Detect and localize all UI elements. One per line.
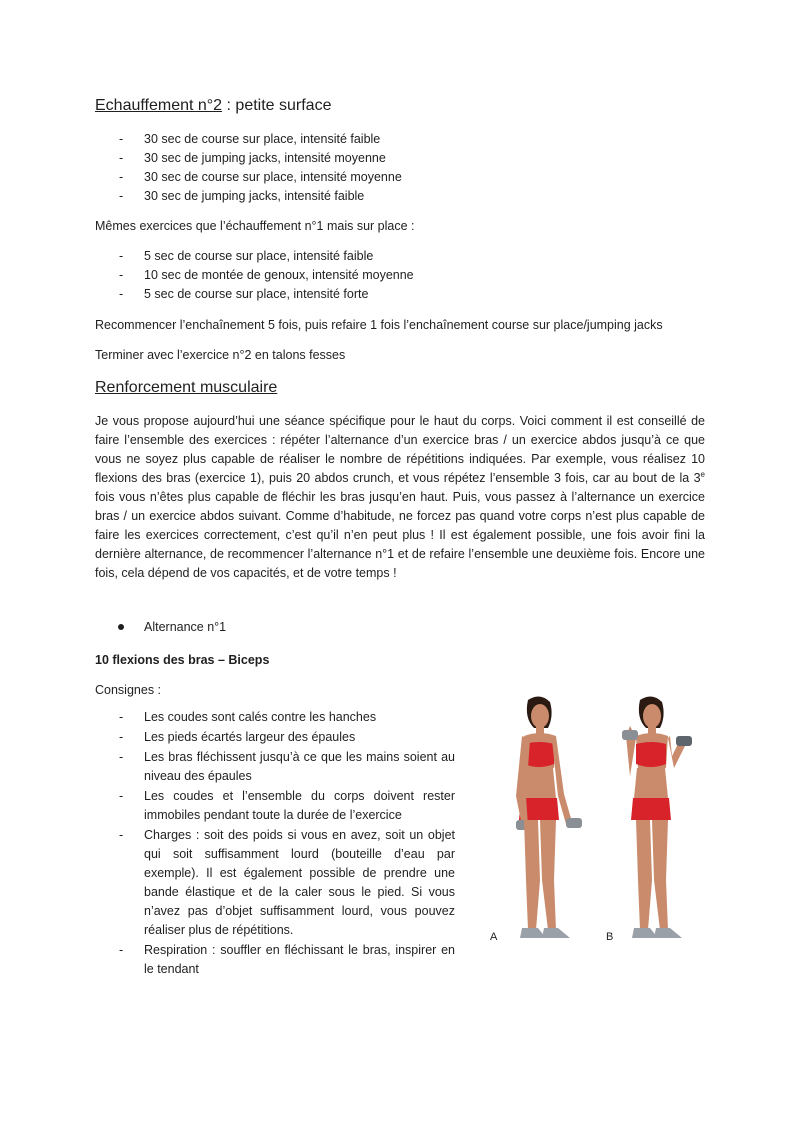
list-item: - 30 sec de course sur place, intensité faible xyxy=(95,130,402,149)
list-item: - 30 sec de jumping jacks, intensité faible xyxy=(95,187,402,206)
intro-superscript: e xyxy=(700,469,705,479)
list-item: - 10 sec de montée de genoux, intensité moyenne xyxy=(95,266,414,285)
warmup-heading xyxy=(95,96,331,116)
warmup-heading-rest: : petite surface xyxy=(222,97,332,114)
alternance-label: Alternance n°1 xyxy=(144,620,227,634)
list-item: - 5 sec de course sur place, intensité faible xyxy=(95,247,414,266)
biceps-curl-illustration xyxy=(488,688,708,953)
woman-figure-b-icon xyxy=(622,696,692,938)
warmup-list-1 xyxy=(95,130,402,206)
warmup-heading-underlined: Echauffement n°2 xyxy=(95,97,223,114)
list-item: - Les coudes sont calés contre les hanches xyxy=(95,708,455,727)
woman-figure-a-icon xyxy=(516,696,582,938)
strength-heading xyxy=(95,378,277,398)
list-item: - 30 sec de jumping jacks, intensité moyenne xyxy=(95,149,402,168)
same-exercises-text: Mêmes exercices que l’échauffement n°1 mais sur place : xyxy=(95,219,415,233)
list-item: - Les coudes et l’ensemble du corps doivent rester immobiles pendant toute la durée de l’exercice xyxy=(95,787,455,825)
repeat-text: Recommencer l’enchaînement 5 fois, puis refaire 1 fois l’enchaînement course sur place/jumping jacks xyxy=(95,318,663,332)
list-item: - 30 sec de course sur place, intensité moyenne xyxy=(95,168,402,187)
list-item: - Charges : soit des poids si vous en avez, soit un objet qui soit suffisamment lourd (bouteille d’eau par exemple). Il est également possible de prendre une bande élastique et de la caler sous le pied. Si vous n’avez pas d’objet suffisamment lourd, vous pouvez réaliser plus de répétitions. xyxy=(95,826,455,940)
figure-label-a: A xyxy=(490,931,498,943)
strength-heading-text: Renforcement musculaire xyxy=(95,379,278,396)
figure-label-b: B xyxy=(606,931,614,943)
consignes-label: Consignes : xyxy=(95,683,162,697)
biceps-curl-svg xyxy=(488,688,708,953)
exercise-title: 10 flexions des bras – Biceps xyxy=(95,653,270,667)
intro-part-2: fois vous n’êtes plus capable de fléchir les bras jusqu’en haut. Puis, vous passez à l’alternance un exercice bras / un exercice abdos suivant. Comme d’habitude, ne forcez pas quand votre corps n’est plus capable de faire les exercices correctement, c’est qu’il n’en peut plus ! Il est également possible, une fois avoir fini la dernière alternance, de recommencer l’alternance n°1 et de refaire l’ensemble une deuxième fois. Encore une fois, cela dépend de vos capacités, et de votre temps ! xyxy=(95,490,705,580)
list-item: - Les pieds écartés largeur des épaules xyxy=(95,728,455,747)
intro-part-1: Je vous propose aujourd’hui une séance spécifique pour le haut du corps. Voici comment il est conseillé de faire l’ensemble des exercices : répéter l’alternance d’un exercice bras / un exercice abdos jusqu’à ce que vous ne soyez plus capable de réaliser le nombre de répétitions indiquées. Par exemple, vous réalisez 10 flexions des bras (exercice 1), puis 20 abdos crunch, et vous répétez l’ensemble 3 fois, car au bout de la 3 xyxy=(95,414,705,485)
warmup-list-2 xyxy=(95,247,414,304)
strength-intro xyxy=(95,412,705,583)
list-item: - Les bras fléchissent jusqu’à ce que les mains soient au niveau des épaules xyxy=(95,748,455,786)
list-item: - 5 sec de course sur place, intensité forte xyxy=(95,285,414,304)
bullet-dot-icon xyxy=(118,624,124,630)
consignes-list xyxy=(95,708,455,980)
list-item: - Respiration : souffler en fléchissant le bras, inspirer en le tendant xyxy=(95,941,455,979)
finish-text: Terminer avec l’exercice n°2 en talons fesses xyxy=(95,348,346,362)
